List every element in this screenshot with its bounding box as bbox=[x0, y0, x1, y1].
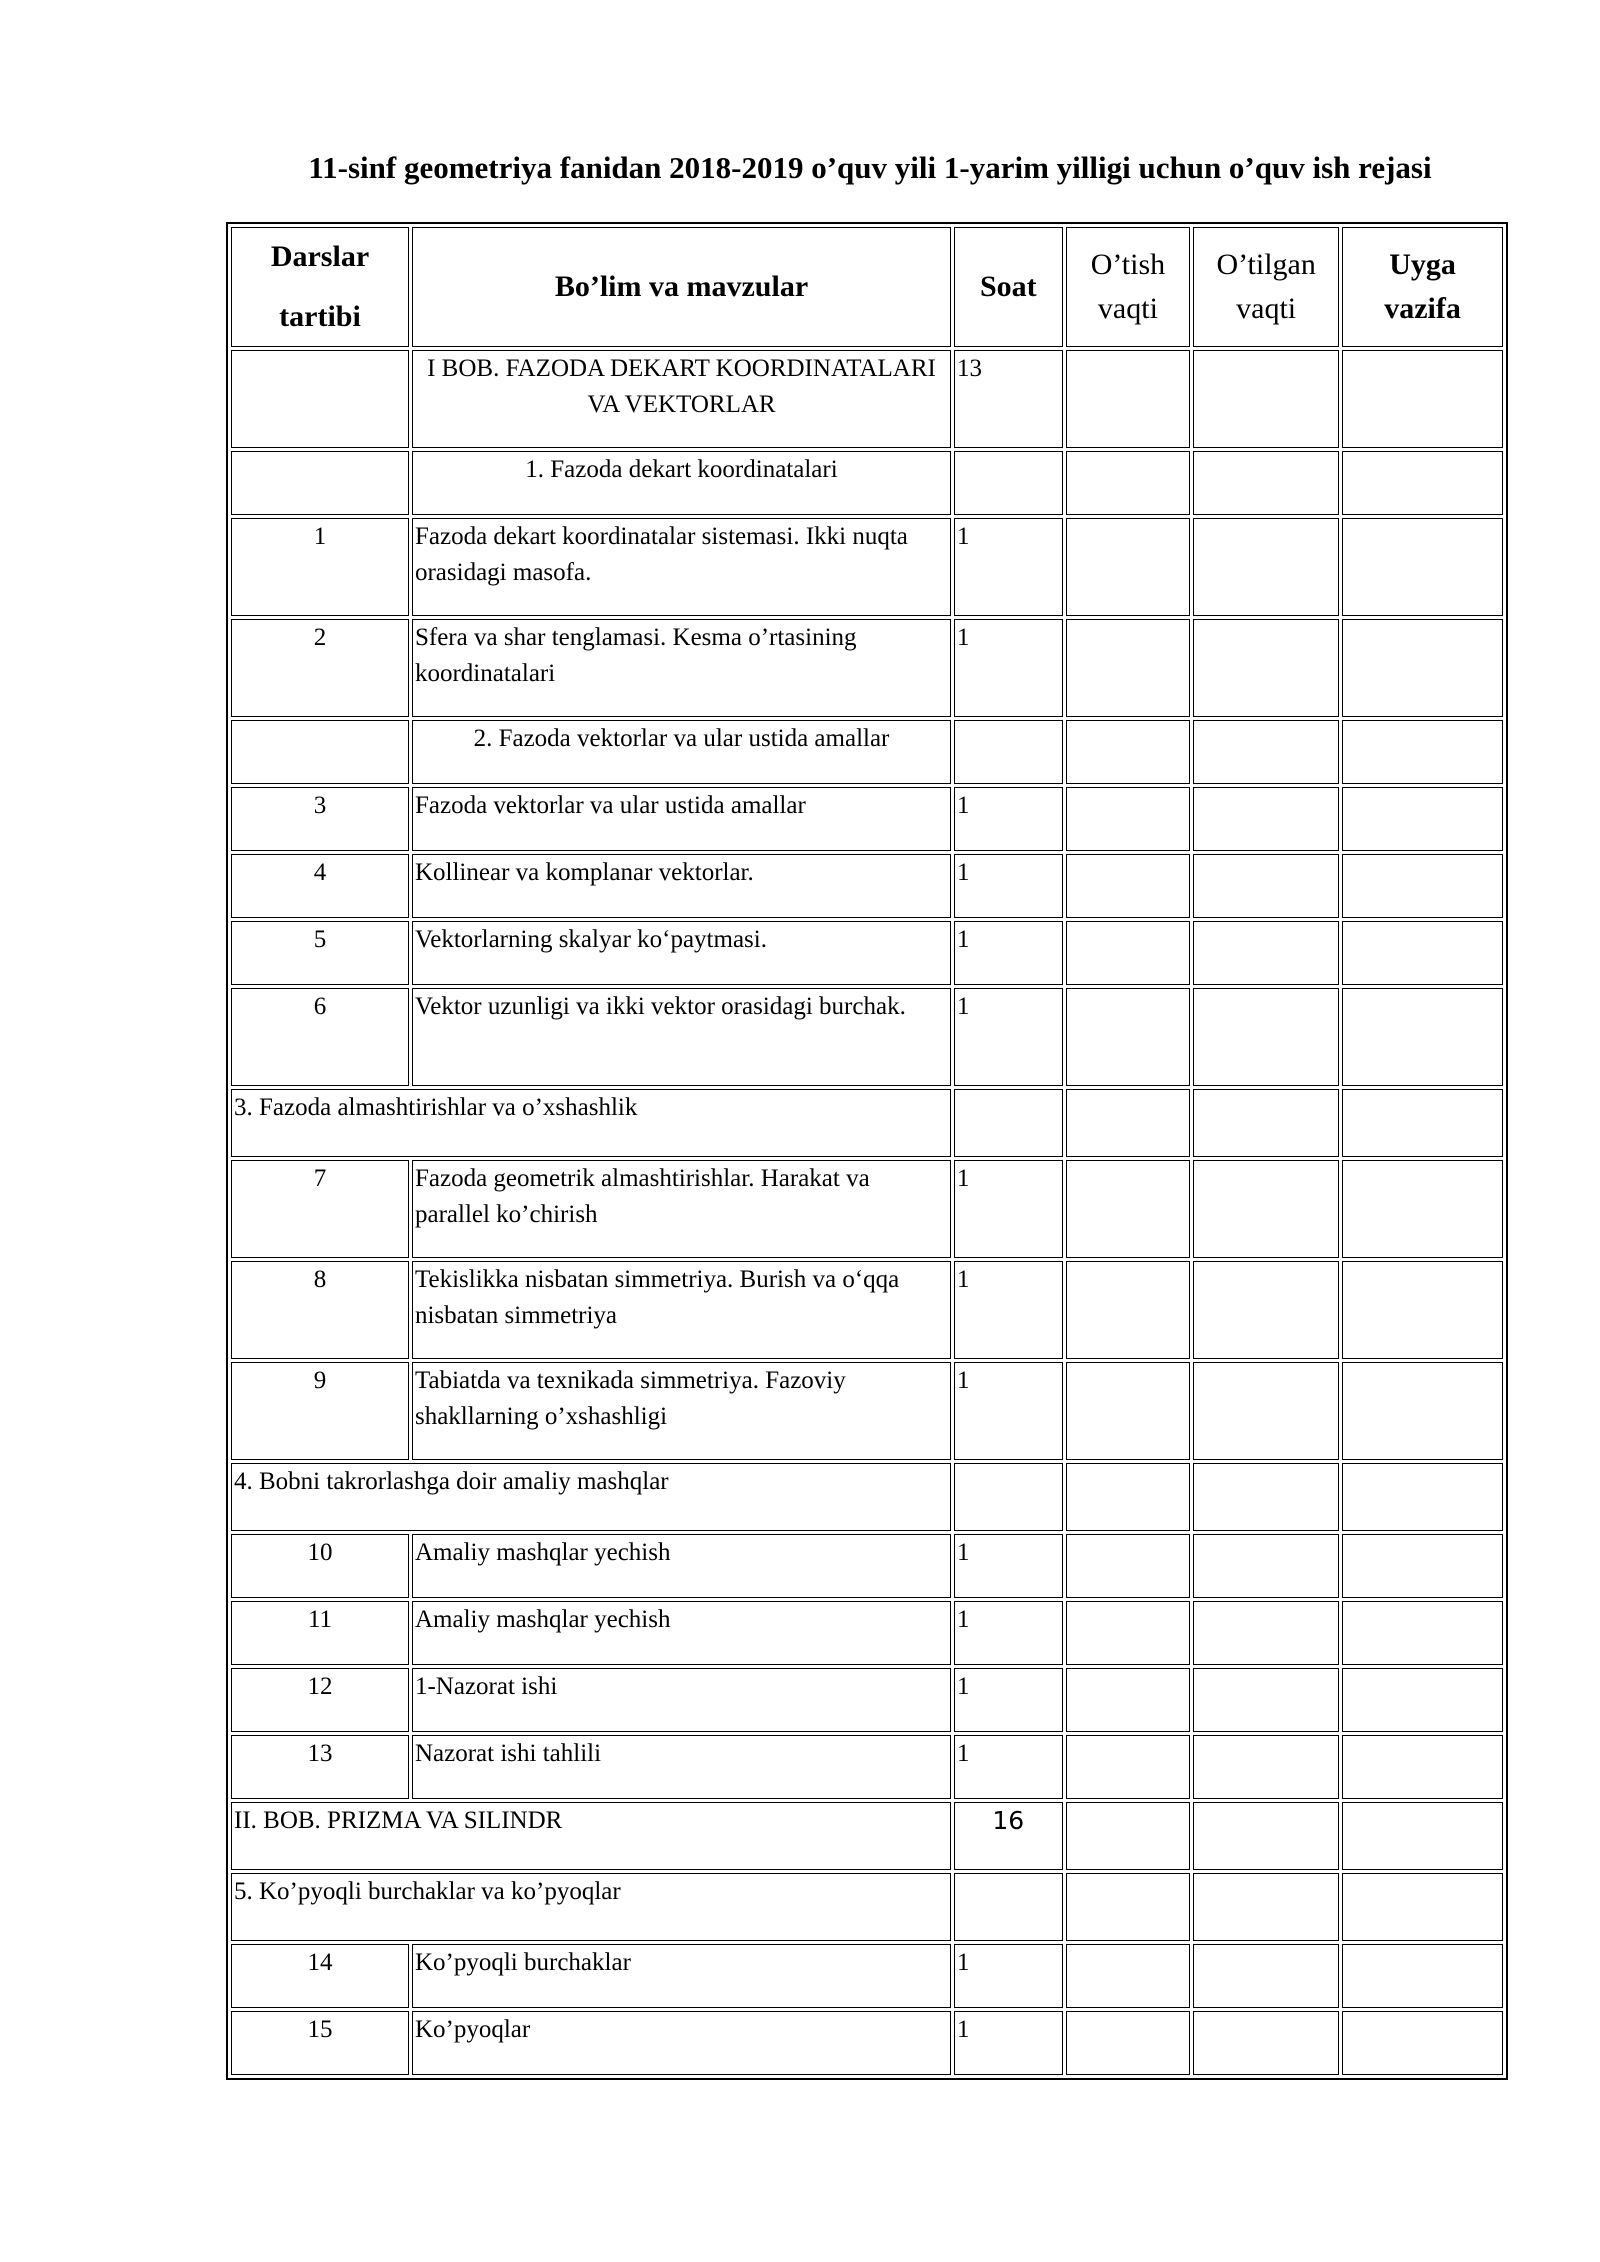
topic-cell: Amaliy mashqlar yechish bbox=[412, 1534, 951, 1598]
planned-time-cell bbox=[1066, 1873, 1191, 1941]
actual-time-cell bbox=[1193, 854, 1339, 918]
topic-cell: Fazoda vektorlar va ular ustida amallar bbox=[412, 787, 951, 851]
actual-time-cell bbox=[1193, 1601, 1339, 1665]
table-row bbox=[231, 1261, 1503, 1359]
homework-cell bbox=[1342, 1534, 1503, 1598]
order-cell: 9 bbox=[231, 1362, 409, 1460]
hours-cell: 1 bbox=[954, 1534, 1063, 1598]
hours-cell: 1 bbox=[954, 988, 1063, 1086]
table-row bbox=[231, 1362, 1503, 1460]
planned-time-cell bbox=[1066, 1089, 1191, 1157]
header-planned-time bbox=[1066, 227, 1191, 347]
header-topic: Bo’lim va mavzular bbox=[412, 227, 951, 347]
planned-time-cell bbox=[1066, 1261, 1191, 1359]
table-row bbox=[231, 619, 1503, 717]
homework-cell bbox=[1342, 1089, 1503, 1157]
header-homework bbox=[1342, 227, 1503, 347]
topic-cell: Sfera va shar tenglamasi. Kesma o’rtasining koordinatalari bbox=[412, 619, 951, 717]
header-row bbox=[231, 227, 1503, 347]
topic-cell: 1-Nazorat ishi bbox=[412, 1668, 951, 1732]
table-row bbox=[231, 518, 1503, 616]
table-row bbox=[231, 1463, 1503, 1531]
homework-cell bbox=[1342, 619, 1503, 717]
order-cell: 14 bbox=[231, 1944, 409, 2008]
planned-time-cell bbox=[1066, 1802, 1191, 1870]
topic-cell: Fazoda dekart koordinatalar sistemasi. Ikki nuqta orasidagi masofa. bbox=[412, 518, 951, 616]
planned-time-cell bbox=[1066, 451, 1191, 515]
actual-time-cell bbox=[1193, 1463, 1339, 1531]
table-row bbox=[231, 451, 1503, 515]
order-cell: 13 bbox=[231, 1735, 409, 1799]
planned-time-cell bbox=[1066, 720, 1191, 784]
header-order bbox=[231, 227, 409, 347]
actual-time-cell bbox=[1193, 1944, 1339, 2008]
hours-cell: 1 bbox=[954, 1944, 1063, 2008]
order-cell: 6 bbox=[231, 988, 409, 1086]
hours-cell: 1 bbox=[954, 1261, 1063, 1359]
actual-time-cell bbox=[1193, 720, 1339, 784]
planned-time-cell bbox=[1066, 854, 1191, 918]
table-row bbox=[231, 2011, 1503, 2075]
actual-time-cell bbox=[1193, 619, 1339, 717]
actual-time-cell bbox=[1193, 1160, 1339, 1258]
actual-time-cell bbox=[1193, 1261, 1339, 1359]
table-row bbox=[231, 921, 1503, 985]
topic-cell: Vektorlarning skalyar ko‘paytmasi. bbox=[412, 921, 951, 985]
homework-cell bbox=[1342, 1873, 1503, 1941]
table-row bbox=[231, 1873, 1503, 1941]
actual-time-cell bbox=[1193, 518, 1339, 616]
hours-cell: 1 bbox=[954, 1735, 1063, 1799]
table-row bbox=[231, 1089, 1503, 1157]
order-cell: 3 bbox=[231, 787, 409, 851]
homework-cell bbox=[1342, 1944, 1503, 2008]
study-plan-table bbox=[226, 222, 1508, 2080]
order-cell bbox=[231, 350, 409, 448]
chapter-title: II. BOB. PRIZMA VA SILINDR bbox=[231, 1802, 951, 1870]
hours-cell: 13 bbox=[954, 350, 1063, 448]
header-homework-line1: Uyga bbox=[1389, 248, 1456, 281]
homework-cell bbox=[1342, 854, 1503, 918]
planned-time-cell bbox=[1066, 921, 1191, 985]
table-row bbox=[231, 854, 1503, 918]
section-title: 4. Bobni takrorlashga doir amaliy mashqlar bbox=[231, 1463, 951, 1531]
header-actual-line1: O’tilgan bbox=[1216, 248, 1316, 281]
actual-time-cell bbox=[1193, 787, 1339, 851]
homework-cell bbox=[1342, 720, 1503, 784]
homework-cell bbox=[1342, 1362, 1503, 1460]
table-row bbox=[231, 1735, 1503, 1799]
hours-cell: 1 bbox=[954, 619, 1063, 717]
table-row bbox=[231, 350, 1503, 448]
order-cell: 11 bbox=[231, 1601, 409, 1665]
header-order-line2: tartibi bbox=[279, 300, 361, 333]
actual-time-cell bbox=[1193, 2011, 1339, 2075]
topic-cell: Tabiatda va texnikada simmetriya. Fazoviy shakllarning o’xshashligi bbox=[412, 1362, 951, 1460]
topic-cell: Vektor uzunligi va ikki vektor orasidagi burchak. bbox=[412, 988, 951, 1086]
hours-cell: 16 bbox=[954, 1802, 1063, 1870]
planned-time-cell bbox=[1066, 1668, 1191, 1732]
actual-time-cell bbox=[1193, 1534, 1339, 1598]
order-cell bbox=[231, 451, 409, 515]
actual-time-cell bbox=[1193, 451, 1339, 515]
table-row bbox=[231, 787, 1503, 851]
homework-cell bbox=[1342, 1668, 1503, 1732]
planned-time-cell bbox=[1066, 1362, 1191, 1460]
homework-cell bbox=[1342, 1802, 1503, 1870]
homework-cell bbox=[1342, 921, 1503, 985]
section-title: 2. Fazoda vektorlar va ular ustida amallar bbox=[412, 720, 951, 784]
table-row bbox=[231, 1802, 1503, 1870]
homework-cell bbox=[1342, 1261, 1503, 1359]
order-cell: 4 bbox=[231, 854, 409, 918]
hours-cell: 1 bbox=[954, 787, 1063, 851]
section-title: 5. Ko’pyoqli burchaklar va ko’pyoqlar bbox=[231, 1873, 951, 1941]
homework-cell bbox=[1342, 350, 1503, 448]
topic-cell: Ko’pyoqli burchaklar bbox=[412, 1944, 951, 2008]
planned-time-cell bbox=[1066, 1534, 1191, 1598]
planned-time-cell bbox=[1066, 1463, 1191, 1531]
homework-cell bbox=[1342, 1601, 1503, 1665]
hours-cell bbox=[954, 451, 1063, 515]
page-title: 11-sinf geometriya fanidan 2018-2019 o’quv yili 1-yarim yilligi uchun o’quv ish rejasi bbox=[308, 150, 1432, 185]
actual-time-cell bbox=[1193, 350, 1339, 448]
chapter-title: I BOB. FAZODA DEKART KOORDINATALARI VA VEKTORLAR bbox=[412, 350, 951, 448]
hours-cell: 1 bbox=[954, 854, 1063, 918]
table-row bbox=[231, 1944, 1503, 2008]
actual-time-cell bbox=[1193, 1873, 1339, 1941]
homework-cell bbox=[1342, 1463, 1503, 1531]
homework-cell bbox=[1342, 1735, 1503, 1799]
order-cell: 15 bbox=[231, 2011, 409, 2075]
topic-cell: Fazoda geometrik almashtirishlar. Harakat va parallel ko’chirish bbox=[412, 1160, 951, 1258]
header-hours: Soat bbox=[954, 227, 1063, 347]
hours-cell bbox=[954, 720, 1063, 784]
hours-cell: 1 bbox=[954, 1601, 1063, 1665]
hours-cell: 1 bbox=[954, 921, 1063, 985]
topic-cell: Kollinear va komplanar vektorlar. bbox=[412, 854, 951, 918]
order-cell bbox=[231, 720, 409, 784]
order-cell: 10 bbox=[231, 1534, 409, 1598]
header-actual-line2: vaqti bbox=[1236, 292, 1297, 325]
table-row bbox=[231, 1668, 1503, 1732]
hours-cell bbox=[954, 1463, 1063, 1531]
homework-cell bbox=[1342, 451, 1503, 515]
planned-time-cell bbox=[1066, 1735, 1191, 1799]
actual-time-cell bbox=[1193, 1089, 1339, 1157]
order-cell: 7 bbox=[231, 1160, 409, 1258]
topic-cell: Tekislikka nisbatan simmetriya. Burish va o‘qqa nisbatan simmetriya bbox=[412, 1261, 951, 1359]
header-planned-line2: vaqti bbox=[1097, 292, 1158, 325]
homework-cell bbox=[1342, 787, 1503, 851]
hours-cell bbox=[954, 1089, 1063, 1157]
topic-cell: Nazorat ishi tahlili bbox=[412, 1735, 951, 1799]
planned-time-cell bbox=[1066, 1160, 1191, 1258]
header-planned-line1: O’tish bbox=[1090, 248, 1166, 281]
header-homework-line2: vazifa bbox=[1384, 292, 1461, 325]
homework-cell bbox=[1342, 1160, 1503, 1258]
planned-time-cell bbox=[1066, 619, 1191, 717]
header-order-line1: Darslar bbox=[270, 240, 370, 273]
hours-cell bbox=[954, 1873, 1063, 1941]
homework-cell bbox=[1342, 518, 1503, 616]
planned-time-cell bbox=[1066, 2011, 1191, 2075]
actual-time-cell bbox=[1193, 1668, 1339, 1732]
planned-time-cell bbox=[1066, 988, 1191, 1086]
table-row bbox=[231, 1601, 1503, 1665]
hours-cell: 1 bbox=[954, 2011, 1063, 2075]
section-title: 3. Fazoda almashtirishlar va o’xshashlik bbox=[231, 1089, 951, 1157]
hours-cell: 1 bbox=[954, 518, 1063, 616]
planned-time-cell bbox=[1066, 1601, 1191, 1665]
planned-time-cell bbox=[1066, 787, 1191, 851]
table-row bbox=[231, 1534, 1503, 1598]
table-row bbox=[231, 720, 1503, 784]
order-cell: 5 bbox=[231, 921, 409, 985]
section-title: 1. Fazoda dekart koordinatalari bbox=[412, 451, 951, 515]
planned-time-cell bbox=[1066, 1944, 1191, 2008]
hours-cell: 1 bbox=[954, 1362, 1063, 1460]
order-cell: 12 bbox=[231, 1668, 409, 1732]
hours-cell: 1 bbox=[954, 1160, 1063, 1258]
table-row bbox=[231, 988, 1503, 1086]
topic-cell: Ko’pyoqlar bbox=[412, 2011, 951, 2075]
actual-time-cell bbox=[1193, 1362, 1339, 1460]
actual-time-cell bbox=[1193, 988, 1339, 1086]
homework-cell bbox=[1342, 988, 1503, 1086]
actual-time-cell bbox=[1193, 1802, 1339, 1870]
table-row bbox=[231, 1160, 1503, 1258]
order-cell: 1 bbox=[231, 518, 409, 616]
header-actual-time bbox=[1193, 227, 1339, 347]
planned-time-cell bbox=[1066, 350, 1191, 448]
planned-time-cell bbox=[1066, 518, 1191, 616]
actual-time-cell bbox=[1193, 1735, 1339, 1799]
order-cell: 2 bbox=[231, 619, 409, 717]
order-cell: 8 bbox=[231, 1261, 409, 1359]
homework-cell bbox=[1342, 2011, 1503, 2075]
topic-cell: Amaliy mashqlar yechish bbox=[412, 1601, 951, 1665]
actual-time-cell bbox=[1193, 921, 1339, 985]
hours-cell: 1 bbox=[954, 1668, 1063, 1732]
